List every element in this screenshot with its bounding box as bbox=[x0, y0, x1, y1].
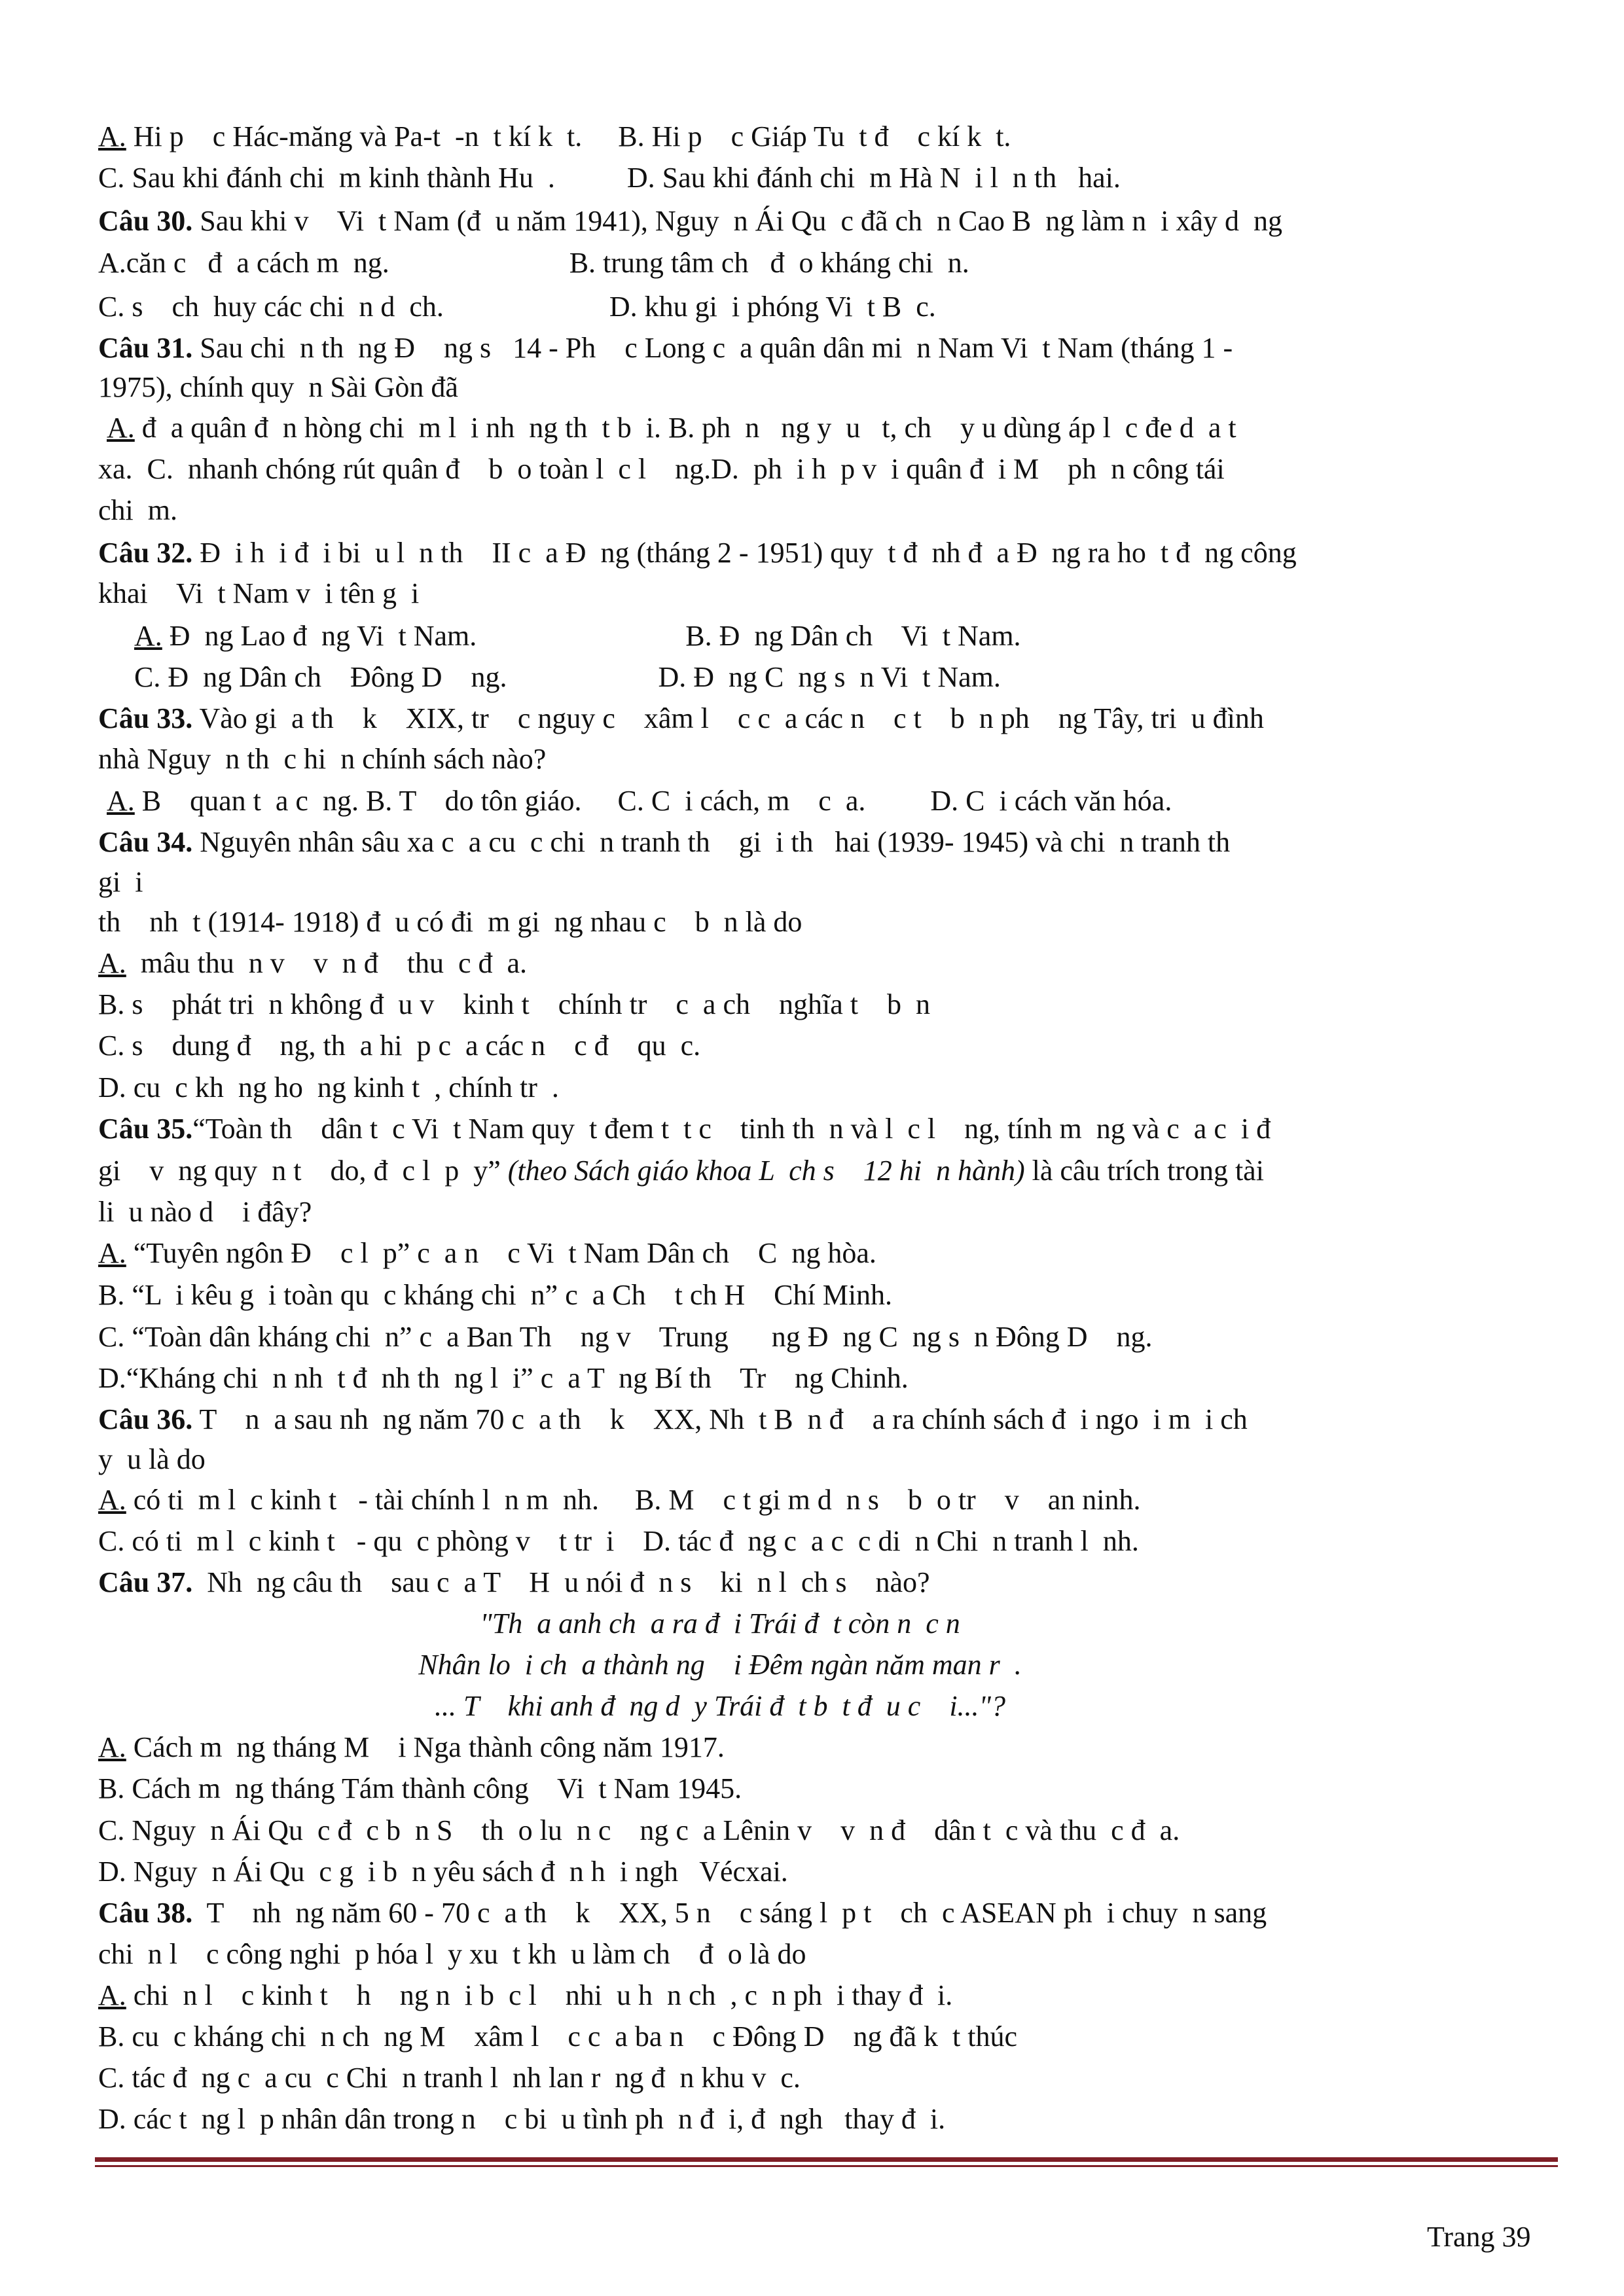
text-run: có ti m l c kinh t - tài chính l n m nh. B. M c t gi m d n s b o tr v an ninh. bbox=[126, 1484, 1141, 1516]
text-line bbox=[98, 164, 1121, 192]
text-line bbox=[98, 868, 143, 897]
answer-key-marker: A. bbox=[98, 1979, 126, 2011]
text-run: T n a sau nh ng năm 70 c a th k XX, Nh t B n đ a ra chính sách đ i ngo i m i ch bbox=[192, 1403, 1248, 1435]
text-run: C. Sau khi đánh chi m kinh thành Hu . D. Sau khi đánh chi m Hà N i l n th hai. bbox=[98, 162, 1121, 194]
text-line bbox=[98, 990, 930, 1019]
text-line bbox=[98, 1445, 206, 1474]
text-line bbox=[98, 1816, 1180, 1845]
text-line bbox=[98, 1281, 892, 1310]
text-run: T nh ng năm 60 - 70 c a th k XX, 5 n c sáng l p t ch c ASEAN ph i chuy n sang bbox=[192, 1897, 1267, 1929]
text-line bbox=[98, 2064, 801, 2092]
text-run: (theo Sách giáo khoa L ch s 12 hi n hành) bbox=[507, 1155, 1025, 1187]
text-run: th nh t (1914- 1918) đ u có đi m gi ng nhau c b n là do bbox=[98, 906, 803, 938]
text-line bbox=[98, 1568, 930, 1597]
text-run: Vào gi a th k XIX, tr c nguy c xâm l c c a các n c t b n ph ng Tây, tri u đình bbox=[192, 702, 1264, 734]
question-label: Câu 33. bbox=[98, 702, 193, 734]
text-run: là câu trích trong tài bbox=[1024, 1155, 1264, 1187]
answer-key-marker: A. bbox=[107, 412, 135, 444]
text-line bbox=[98, 334, 1233, 363]
text-line bbox=[98, 293, 936, 321]
text-line bbox=[435, 1692, 1005, 1721]
text-line bbox=[98, 1157, 1264, 1185]
text-run: chi n l c công nghi p hóa l y xu t kh u làm ch đ o là do bbox=[98, 1938, 806, 1970]
text-run: B. Cách m ng tháng Tám thành công Vi t Nam 1945. bbox=[98, 1772, 742, 1804]
text-line bbox=[98, 1940, 806, 1969]
text-line bbox=[98, 207, 1282, 236]
page-number: Trang 39 bbox=[1427, 2221, 1531, 2253]
text-run: B. “L i kêu g i toàn qu c kháng chi n” c a Ch t ch H Chí Minh. bbox=[98, 1279, 893, 1311]
text-run: nhà Nguy n th c hi n chính sách nào? bbox=[98, 743, 547, 775]
text-run: Cách m ng tháng M i Nga thành công năm 1917. bbox=[126, 1731, 725, 1763]
text-line bbox=[98, 1981, 952, 2010]
text-run: Nhân lo i ch a thành ng i Đêm ngàn năm man r . bbox=[418, 1649, 1022, 1681]
text-run: D.“Kháng chi n nh t đ nh th ng l i” c a T ng Bí th Tr ng Chinh. bbox=[98, 1362, 909, 1394]
text-run: C. s dung đ ng, th a hi p c a các n c đ qu c. bbox=[98, 1030, 701, 1062]
question-label: Câu 35. bbox=[98, 1113, 193, 1145]
text-line bbox=[480, 1609, 960, 1638]
text-run: C. Đ ng Dân ch Đông D ng. D. Đ ng C ng s n Vi t Nam. bbox=[134, 661, 1001, 693]
text-line bbox=[98, 1774, 742, 1803]
text-line bbox=[134, 622, 1021, 651]
text-line bbox=[98, 1405, 1248, 1434]
question-label: Câu 32. bbox=[98, 537, 193, 569]
question-label: Câu 36. bbox=[98, 1403, 193, 1435]
text-line bbox=[98, 455, 1225, 484]
text-run: ... T khi anh đ ng d y Trái đ t b t đ u c i..."? bbox=[434, 1690, 1006, 1722]
question-label: Câu 38. bbox=[98, 1897, 193, 1929]
text-line bbox=[98, 908, 802, 937]
text-run: Sau chi n th ng Đ ng s 14 - Ph c Long c a quân dân mi n Nam Vi t Nam (tháng 1 - bbox=[192, 332, 1233, 364]
text-run: Sau khi v Vi t Nam (đ u năm 1941), Nguy n Ái Qu c đã ch n Cao B ng làm n i xây d ng bbox=[192, 205, 1282, 237]
text-run: C. Nguy n Ái Qu c đ c b n S th o lu n c ng c a Lênin v v n đ dân t c và thu c đ a. bbox=[98, 1814, 1180, 1846]
text-line bbox=[98, 1527, 1139, 1556]
text-line bbox=[98, 373, 458, 402]
text-run: Hi p c Hác-măng và Pa-t -n t kí k t. B. Hi p c Giáp Tu t đ c kí k t. bbox=[126, 120, 1011, 152]
text-line bbox=[98, 2022, 1017, 2051]
text-line bbox=[98, 1115, 1271, 1143]
answer-key-marker: A. bbox=[107, 785, 135, 817]
question-label: Câu 34. bbox=[98, 826, 193, 858]
text-line bbox=[98, 1486, 1140, 1515]
text-run: B. s phát tri n không đ u v kinh t chính tr c a ch nghĩa t b n bbox=[98, 988, 930, 1020]
text-line bbox=[98, 704, 1264, 733]
question-label: Câu 37. bbox=[98, 1566, 193, 1598]
text-line bbox=[98, 249, 969, 278]
answer-key-marker: A. bbox=[98, 1731, 126, 1763]
text-line bbox=[98, 1899, 1267, 1928]
answer-key-marker: A. bbox=[98, 1237, 126, 1269]
text-run: D. cu c kh ng ho ng kinh t , chính tr . bbox=[98, 1071, 559, 1103]
text-run: C. s ch huy các chi n d ch. D. khu gi i phóng Vi t B c. bbox=[98, 291, 936, 323]
text-run: khai Vi t Nam v i tên g i bbox=[98, 577, 420, 609]
text-run: gi v ng quy n t do, đ c l p y” bbox=[98, 1155, 508, 1187]
text-line bbox=[98, 1733, 725, 1762]
text-run: gi i bbox=[98, 866, 143, 898]
text-line bbox=[98, 122, 1011, 151]
text-run: mâu thu n v v n đ thu c đ a. bbox=[126, 947, 528, 979]
text-line bbox=[98, 828, 1230, 857]
text-line bbox=[98, 2105, 945, 2134]
answer-key-marker: A. bbox=[98, 947, 126, 979]
text-run: Nh ng câu th sau c a T H u nói đ n s ki n l ch s nào? bbox=[192, 1566, 930, 1598]
footer-rule-top bbox=[95, 2157, 1558, 2162]
text-run: Đ ng Lao đ ng Vi t Nam. B. Đ ng Dân ch Vi t Nam. bbox=[162, 620, 1021, 652]
text-run: 1975), chính quy n Sài Gòn đã bbox=[98, 371, 458, 403]
text-line bbox=[98, 1239, 876, 1268]
text-run: B. cu c kháng chi n ch ng M xâm l c c a ba n c Đông D ng đã k t thúc bbox=[98, 2020, 1018, 2053]
text-run: B quan t a c ng. B. T do tôn giáo. C. C i cách, m c a. D. C i cách văn hóa. bbox=[134, 785, 1172, 817]
question-label: Câu 31. bbox=[98, 332, 193, 364]
text-line bbox=[98, 579, 419, 608]
text-line bbox=[134, 663, 1001, 692]
text-line bbox=[418, 1651, 1022, 1679]
text-run: Nguyên nhân sâu xa c a cu c chi n tranh th gi i th hai (1939- 1945) và chi n tranh th bbox=[192, 826, 1231, 858]
text-run: “Toàn th dân t c Vi t Nam quy t đem t t c tinh th n và l c l ng, tính m ng và c a c i đ bbox=[192, 1113, 1271, 1145]
text-line bbox=[98, 1857, 788, 1886]
text-run: "Th a anh ch a ra đ i Trái đ t còn n c n bbox=[480, 1607, 960, 1640]
text-run: chi m. bbox=[98, 494, 177, 526]
text-run: C. có ti m l c kinh t - qu c phòng v t tr i D. tác đ ng c a c c di n Chi n tranh l nh. bbox=[98, 1525, 1139, 1557]
text-run: C. “Toàn dân kháng chi n” c a Ban Th ng v Trung ng Đ ng C ng s n Đông D ng. bbox=[98, 1321, 1153, 1353]
text-run: C. tác đ ng c a cu c Chi n tranh l nh lan r ng đ n khu v c. bbox=[98, 2062, 801, 2094]
text-run: D. Nguy n Ái Qu c g i b n yêu sách đ n h i ngh Vécxai. bbox=[98, 1856, 788, 1888]
text-line bbox=[98, 539, 1297, 567]
text-run: chi n l c kinh t h ng n i b c l nhi u h n ch , c n ph i thay đ i. bbox=[126, 1979, 953, 2011]
text-run: li u nào d i đây? bbox=[98, 1196, 312, 1228]
text-run: xa. C. nhanh chóng rút quân đ b o toàn l c l ng.D. ph i h p v i quân đ i M ph n công tái bbox=[98, 453, 1225, 485]
text-line bbox=[98, 496, 177, 525]
text-run: “Tuyên ngôn Đ c l p” c a n c Vi t Nam Dân ch C ng hòa. bbox=[126, 1237, 876, 1269]
answer-key-marker: A. bbox=[98, 120, 126, 152]
text-line bbox=[107, 787, 1172, 816]
text-line bbox=[98, 1198, 312, 1227]
text-line bbox=[98, 1031, 700, 1060]
text-line bbox=[98, 949, 527, 978]
text-run: D. các t ng l p nhân dân trong n c bi u tình ph n đ i, đ ngh thay đ i. bbox=[98, 2103, 946, 2135]
text-line bbox=[98, 1073, 559, 1102]
text-line bbox=[98, 745, 546, 774]
footer-rule-bottom bbox=[95, 2165, 1558, 2167]
question-label: Câu 30. bbox=[98, 205, 193, 237]
answer-key-marker: A. bbox=[98, 1484, 126, 1516]
text-run: đ a quân đ n hòng chi m l i nh ng th t b i. B. ph n ng y u t, ch y u dùng áp l c đe d a t bbox=[134, 412, 1236, 444]
text-run: A.căn c đ a cách m ng. B. trung tâm ch đ o kháng chi n. bbox=[98, 247, 969, 279]
text-line bbox=[107, 414, 1236, 442]
answer-key-marker: A. bbox=[134, 620, 162, 652]
text-line bbox=[98, 1323, 1153, 1352]
text-run: y u là do bbox=[98, 1443, 206, 1475]
text-line bbox=[98, 1364, 909, 1393]
text-run: Đ i h i đ i bi u l n th II c a Đ ng (tháng 2 - 1951) quy t đ nh đ a Đ ng ra ho t đ ng công bbox=[192, 537, 1297, 569]
